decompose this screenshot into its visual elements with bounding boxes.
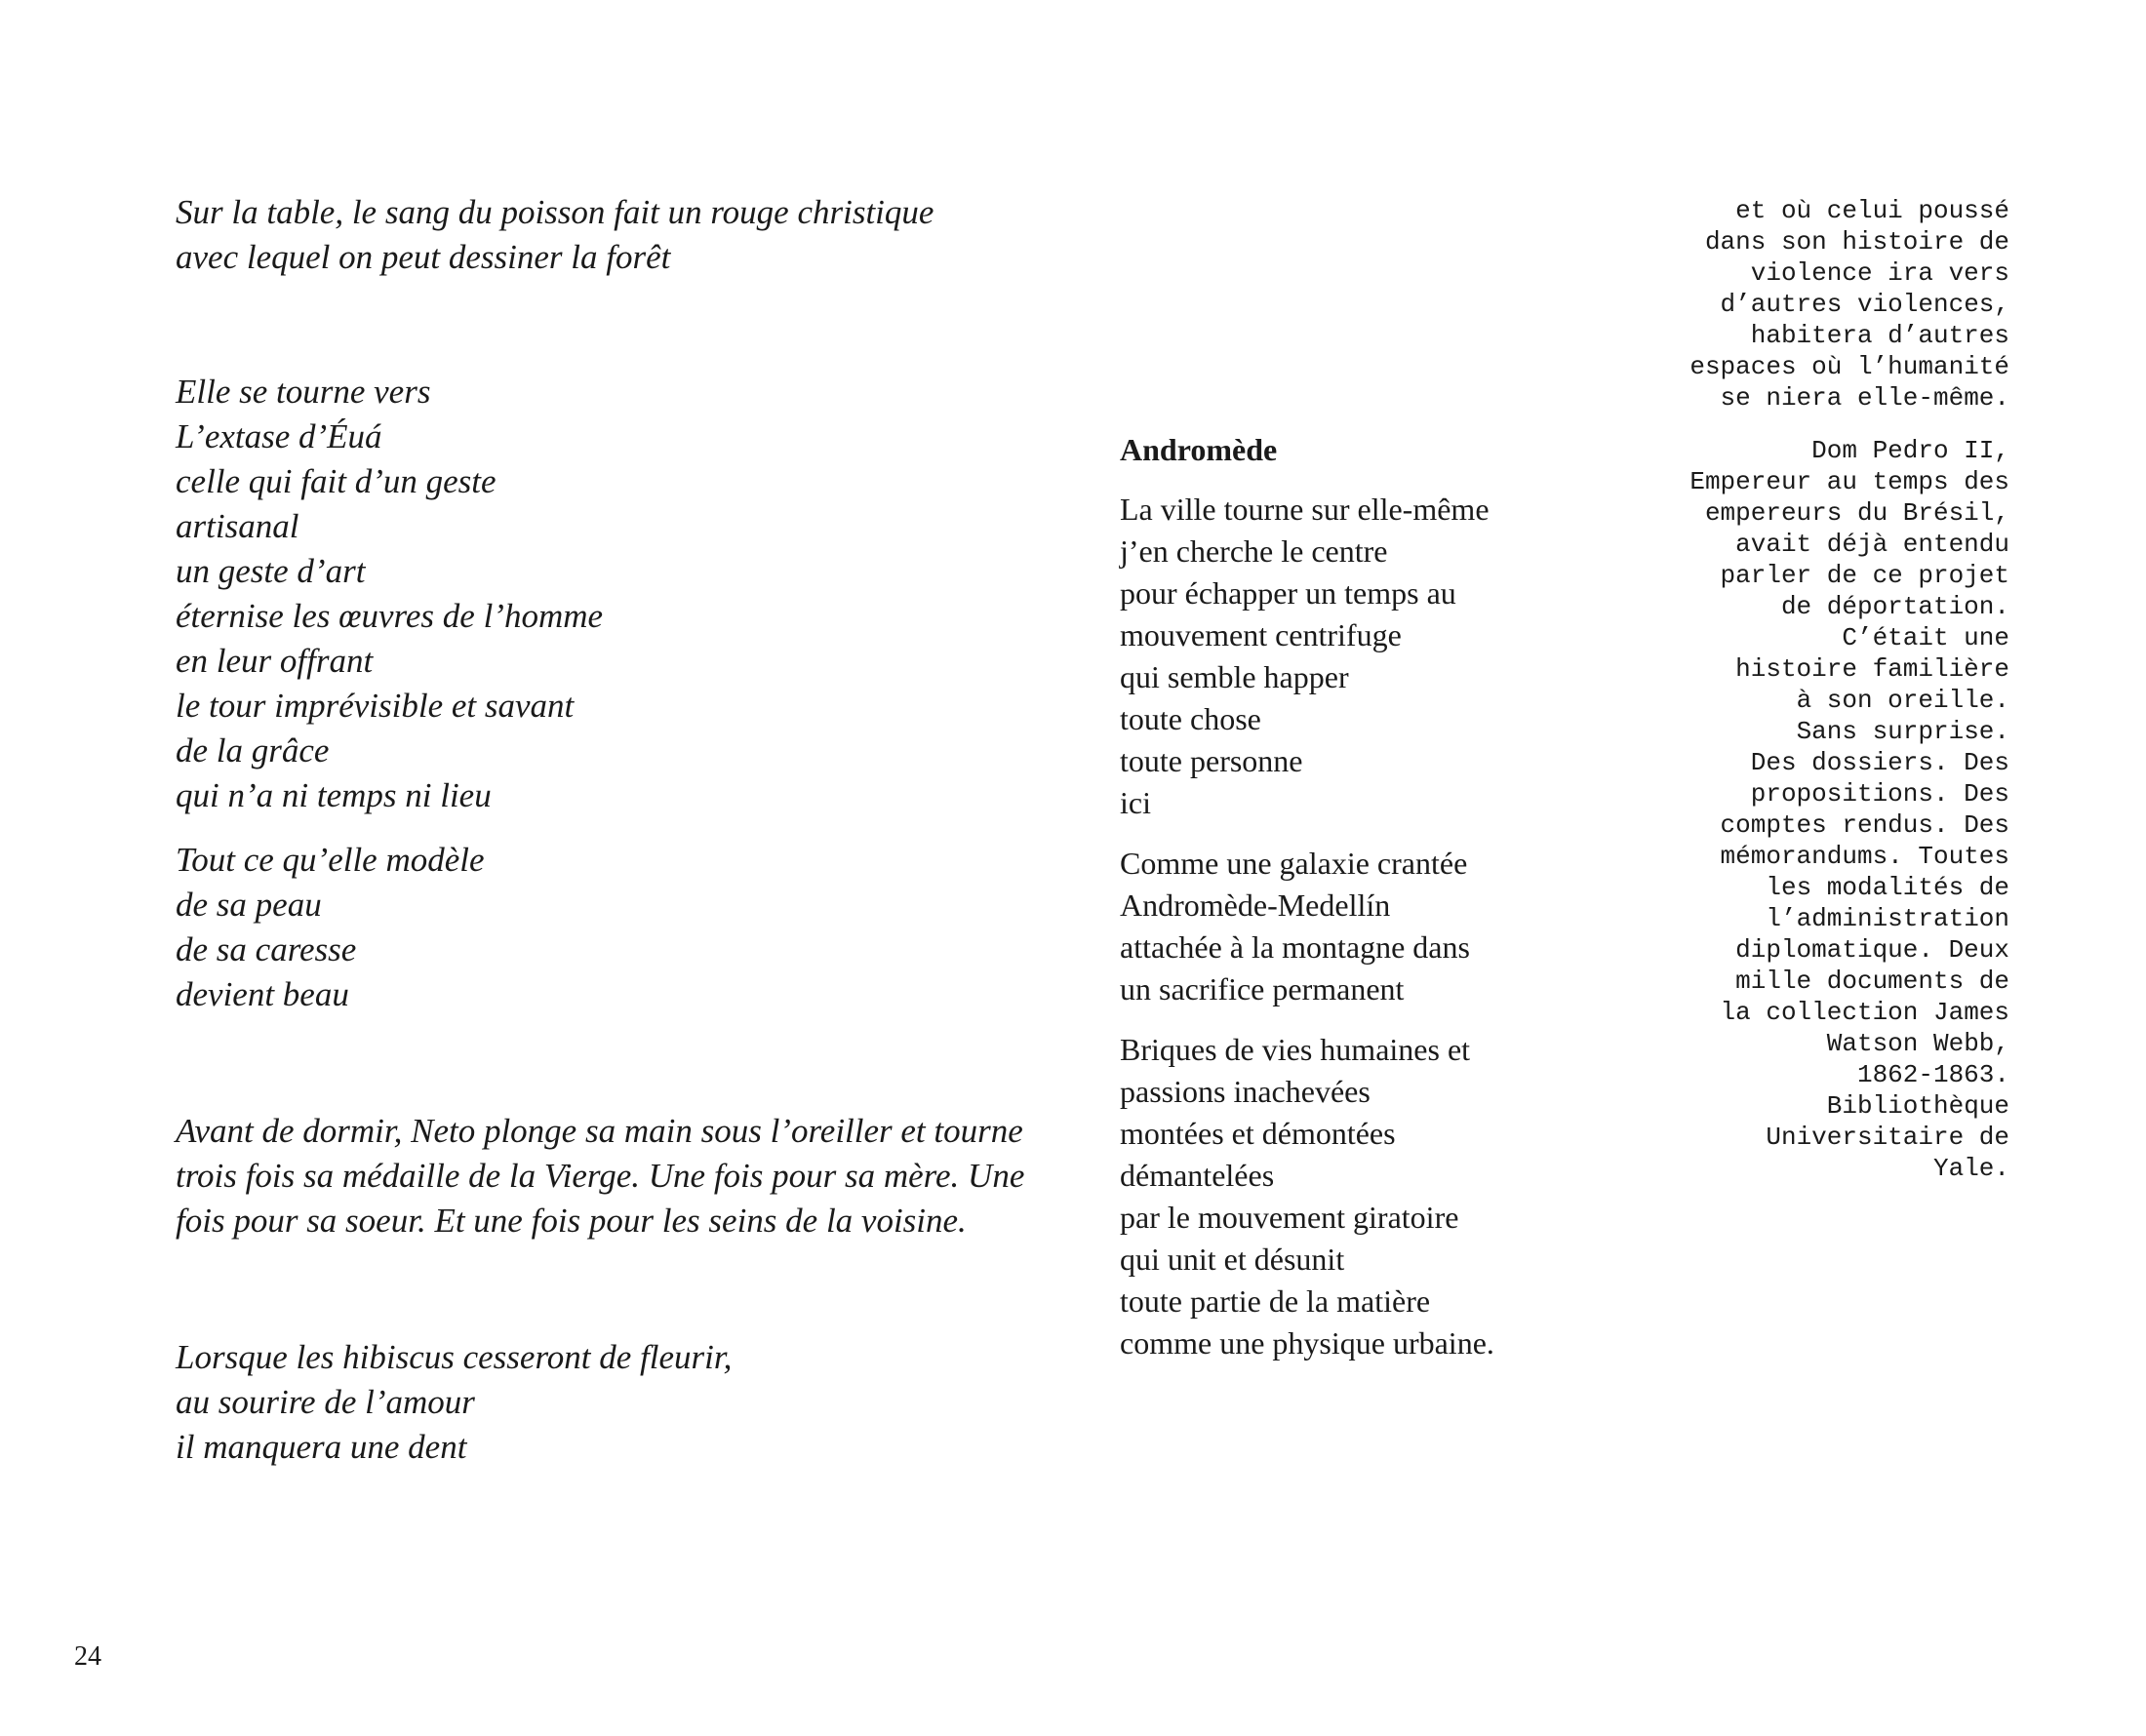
poem-line: devient beau xyxy=(176,975,349,1013)
poem-line: j’en cherche le centre xyxy=(1120,533,1388,569)
text-line: l’administration xyxy=(1766,904,2009,933)
text-line: les modalités de xyxy=(1766,873,2009,902)
poem-line: au sourire de l’amour xyxy=(176,1383,475,1421)
text-line: Universitaire de xyxy=(1766,1123,2009,1152)
poem-line: Tout ce qu’elle modèle xyxy=(176,841,485,879)
poem-line: par le mouvement giratoire xyxy=(1120,1200,1459,1235)
poem-line: Comme une galaxie crantée xyxy=(1120,846,1468,881)
poem-line: en leur offrant xyxy=(176,642,374,680)
poem-line: Lorsque les hibiscus cesseront de fleurir, xyxy=(176,1338,733,1376)
typewriter-column xyxy=(1580,195,2009,1205)
stanza-neto xyxy=(176,1109,1073,1243)
poem-line: qui unit et désunit xyxy=(1120,1242,1345,1277)
poem-line: Elle se tourne vers xyxy=(176,373,431,411)
poem-line: toute partie de la matière xyxy=(1120,1283,1431,1319)
text-line: habitera d’autres xyxy=(1750,321,2009,350)
text-line: espaces où l’humanité xyxy=(1689,352,2009,381)
poem-line: un geste d’art xyxy=(176,552,366,590)
stanza-modele xyxy=(176,838,485,1017)
text-line: se niera elle-même. xyxy=(1720,383,2009,413)
poem-line: attachée à la montagne dans xyxy=(1120,929,1470,965)
poem-line: il manquera une dent xyxy=(176,1428,467,1466)
poem-line: qui n’a ni temps ni lieu xyxy=(176,776,492,814)
poem-line: toute chose xyxy=(1120,701,1261,736)
text-line: Bibliothèque xyxy=(1826,1091,2009,1121)
poem-line: artisanal xyxy=(176,507,299,545)
poem-line: éternise les œuvres de l’homme xyxy=(176,597,604,635)
poem-line: La ville tourne sur elle-même xyxy=(1120,492,1490,527)
text-line: parler de ce projet xyxy=(1720,561,2009,590)
poem-line: de la grâce xyxy=(176,731,330,769)
poem-line: comme une physique urbaine. xyxy=(1120,1325,1494,1361)
text-line: à son oreille. xyxy=(1796,686,2009,715)
poem-line: celle qui fait d’un geste xyxy=(176,462,497,500)
poem-title: Andromède xyxy=(1120,432,1278,467)
text-line: Yale. xyxy=(1932,1154,2009,1183)
poem-line: le tour imprévisible et savant xyxy=(176,687,575,725)
page-number: 24 xyxy=(74,1641,101,1672)
andromede-column xyxy=(1120,429,1549,1383)
text-line: diplomatique. Deux xyxy=(1735,935,2009,965)
prose-paragraph: Avant de dormir, Neto plonge sa main sous l’oreiller et tourne trois fois sa médaille de la Vierge. Une fois pour sa mère. Une fois pour sa soeur. Et une fois pour les seins de la voisine. xyxy=(176,1112,1025,1240)
poem-line: Sur la table, le sang du poisson fait un rouge christique xyxy=(176,193,934,231)
text-line: la collection James xyxy=(1720,998,2009,1027)
poem-line: pour échapper un temps au xyxy=(1120,575,1456,611)
text-line: violence ira vers xyxy=(1750,258,2009,288)
text-line: avait déjà entendu xyxy=(1735,530,2009,559)
poem-line: de sa peau xyxy=(176,886,322,924)
text-line: histoire familière xyxy=(1735,654,2009,684)
text-line: comptes rendus. Des xyxy=(1720,810,2009,840)
text-line: d’autres violences, xyxy=(1720,290,2009,319)
stanza-fish-blood xyxy=(176,190,934,280)
typewriter-paragraph-2 xyxy=(1580,435,2009,1184)
text-line: Des dossiers. Des xyxy=(1750,748,2009,777)
poem-line: Andromède-Medellín xyxy=(1120,888,1391,923)
andromede-paragraph-1 xyxy=(1120,489,1549,824)
poem-line: avec lequel on peut dessiner la forêt xyxy=(176,238,671,276)
text-line: empereurs du Brésil, xyxy=(1704,498,2009,528)
poem-line: mouvement centrifuge xyxy=(1120,617,1402,652)
text-line: propositions. Des xyxy=(1750,779,2009,809)
poem-line: toute personne xyxy=(1120,743,1303,778)
poem-line: L’extase d’Éuá xyxy=(176,417,382,455)
typewriter-paragraph-1 xyxy=(1580,195,2009,414)
text-line: C’était une xyxy=(1842,623,2009,652)
stanza-eua xyxy=(176,370,603,818)
text-line: 1862-1863. xyxy=(1856,1060,2009,1089)
poem-line: qui semble happer xyxy=(1120,659,1349,694)
text-line: Dom Pedro II, xyxy=(1811,436,2009,465)
text-line: mémorandums. Toutes xyxy=(1720,842,2009,871)
text-line: et où celui poussé xyxy=(1735,196,2009,225)
andromede-paragraph-3 xyxy=(1120,1029,1549,1364)
poem-line: démantelées xyxy=(1120,1158,1275,1193)
andromede-paragraph-2 xyxy=(1120,843,1549,1010)
poem-line: passions inachevées xyxy=(1120,1074,1371,1109)
text-line: Empereur au temps des xyxy=(1689,467,2009,496)
poem-line: montées et démontées xyxy=(1120,1116,1396,1151)
text-line: Sans surprise. xyxy=(1796,717,2009,746)
text-line: dans son histoire de xyxy=(1704,227,2009,256)
text-line: de déportation. xyxy=(1780,592,2009,621)
poem-line: ici xyxy=(1120,785,1151,820)
poem-line: de sa caresse xyxy=(176,930,357,968)
text-line: Watson Webb, xyxy=(1826,1029,2009,1058)
poem-line: un sacrifice permanent xyxy=(1120,971,1405,1006)
stanza-hibiscus xyxy=(176,1335,732,1470)
text-line: mille documents de xyxy=(1735,967,2009,996)
poem-line: Briques de vies humaines et xyxy=(1120,1032,1471,1067)
